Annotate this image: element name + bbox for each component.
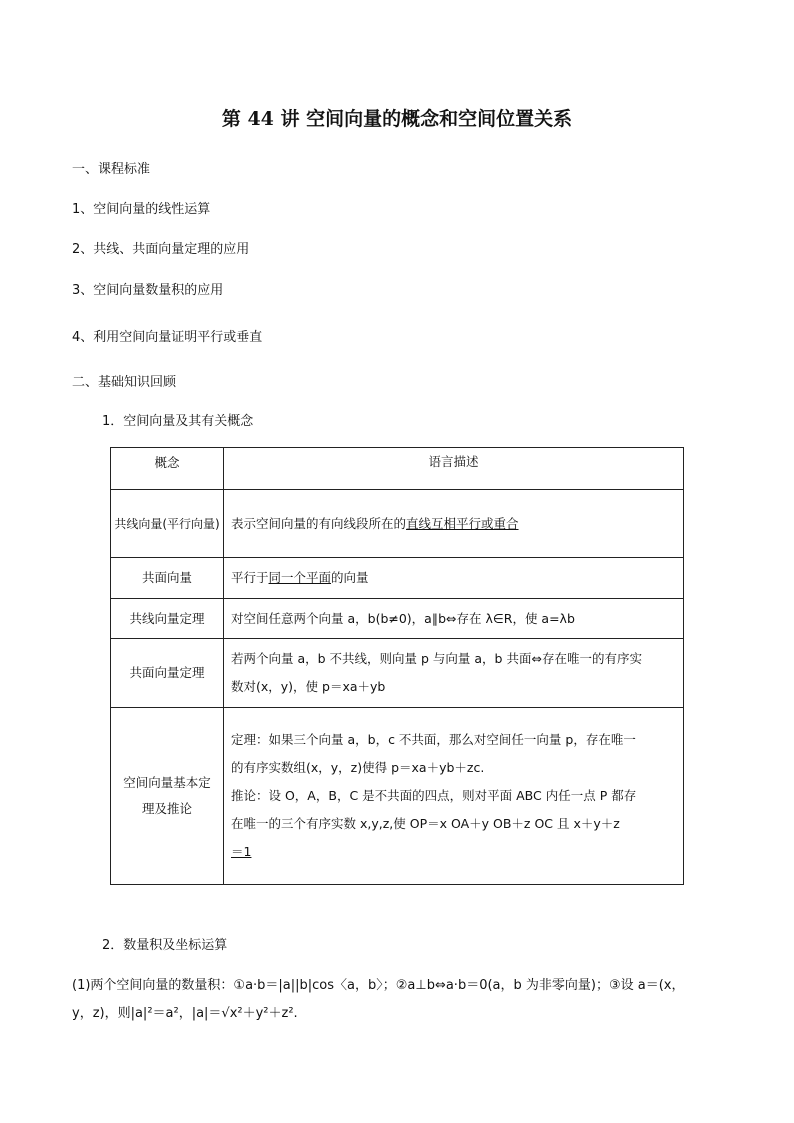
- section-heading-review: 二、基础知识回顾: [72, 375, 177, 390]
- row-name: 共线向量(平行向量): [111, 490, 224, 558]
- list-item: 3、空间向量数量积的应用: [72, 283, 224, 298]
- corollary-text: 在唯一的三个有序实数 x,y,z,使 OP＝x OA＋y OB＋z OC 且 x＋y＋z: [231, 816, 620, 831]
- row-description: 若两个向量 a，b 不共线，则向量 p 与向量 a，b 共面⇔存在唯一的有序实 数对(x，y)，使 p＝xa＋yb: [224, 639, 684, 708]
- row-description: 表示空间向量的有向线段所在的直线互相平行或重合: [224, 490, 684, 558]
- list-item: 2、共线、共面向量定理的应用: [72, 242, 250, 257]
- row-description: 平行于同一个平面的向量: [224, 558, 684, 599]
- table-row: [111, 599, 684, 639]
- corollary-text: 推论：设 O，A，B，C 是不共面的四点，则对平面 ABC 内任一点 P 都存: [231, 788, 637, 803]
- row-description: 对空间任意两个向量 a，b(b≠0)，a∥b⇔存在 λ∈R，使 a=λb: [224, 599, 684, 639]
- section-heading-curriculum: 一、课程标准: [72, 162, 151, 177]
- page-title: 第 44 讲 空间向量的概念和空间位置关系: [221, 108, 573, 130]
- row-name: 共面向量定理: [111, 639, 224, 708]
- row-name: 共线向量定理: [111, 599, 224, 639]
- theorem-text: 的有序实数组(x，y，z)使得 p＝xa＋yb＋zc.: [231, 760, 485, 775]
- subsection-heading: 2．数量积及坐标运算: [102, 938, 228, 953]
- table-header-description: 语言描述: [224, 448, 684, 490]
- theorem-text: 定理：如果三个向量 a，b，c 不共面，那么对空间任一向量 p，存在唯一: [231, 732, 636, 747]
- table-row: [111, 558, 684, 599]
- table-row: [111, 639, 684, 708]
- row-name: 共面向量: [111, 558, 224, 599]
- table-header-concept: 概念: [111, 448, 224, 490]
- table-row: [111, 490, 684, 558]
- table-row: [111, 708, 684, 885]
- list-item: 4、利用空间向量证明平行或垂直: [72, 330, 263, 345]
- paragraph-line: y，z)，则|a|²＝a²，|a|＝√x²＋y²＋z².: [72, 1006, 298, 1021]
- corollary-text: ＝1: [231, 844, 252, 859]
- concept-table: [110, 447, 684, 885]
- row-description: [224, 708, 684, 885]
- list-item: 1、空间向量的线性运算: [72, 202, 211, 217]
- paragraph-line: (1)两个空间向量的数量积：①a·b＝|a||b|cos〈a，b〉；②a⊥b⇔a·b＝0(a，b 为非零向量)；③设 a＝(x，: [72, 978, 685, 993]
- subsection-heading: 1．空间向量及其有关概念: [102, 414, 254, 429]
- table-header-row: [111, 448, 684, 490]
- row-name: 空间向量基本定 理及推论: [111, 708, 224, 885]
